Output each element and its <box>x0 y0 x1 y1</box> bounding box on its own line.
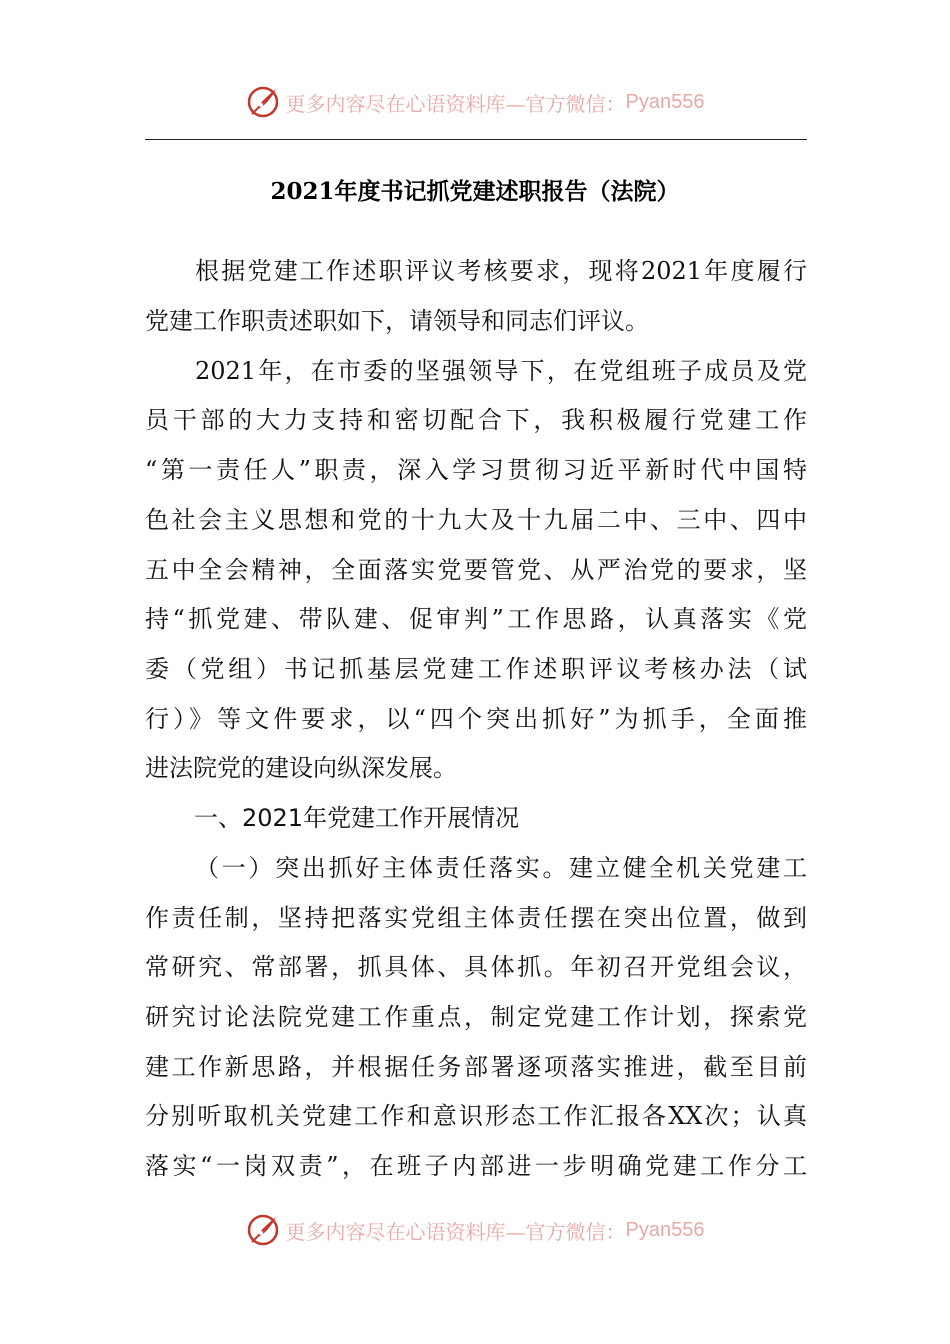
paragraph-line: （一）突出抓好主体责任落实。建立健全机关党建工 <box>195 854 807 882</box>
paragraph-line: 落实“一岗双责”，在班子内部进一步明确党建工作分工 <box>145 1152 807 1180</box>
paragraph-line: 研究讨论法院党建工作重点，制定党建工作计划，探索党 <box>145 1003 807 1031</box>
watermark-text: 更多内容尽在心语资料库—官方微信： <box>285 91 626 116</box>
watermark-text: 更多内容尽在心语资料库—官方微信： <box>285 1219 626 1244</box>
paragraph-line: 行）》等文件要求，以“四个突出抓好”为抓手，全面推 <box>145 705 807 733</box>
paragraph-line: 五中全会精神，全面落实党要管党、从严治党的要求，坚 <box>145 556 807 584</box>
footer-watermark <box>0 1210 950 1250</box>
paragraph-line: 作责任制，坚持把落实党组主体责任摆在突出位置，做到 <box>145 904 807 932</box>
paragraph-line: 2021年，在市委的坚强领导下，在党组班子成员及党 <box>195 357 807 385</box>
paragraph-line: 持“抓党建、带队建、促审判”工作思路，认真落实《党 <box>145 605 807 633</box>
paragraph-line: 建工作新思路，并根据任务部署逐项落实推进，截至目前 <box>145 1053 807 1081</box>
watermark-id: Pyan556 <box>625 90 705 113</box>
paragraph-line: 进法院党的建设向纵深发展。 <box>145 754 457 782</box>
paragraph-line: 根据党建工作述职评议考核要求，现将2021年度履行 <box>195 257 807 285</box>
paragraph-line: 委（党组）书记抓基层党建工作述职评议考核办法（试 <box>145 655 807 683</box>
watermark-id: Pyan556 <box>625 1218 705 1241</box>
quill-logo-icon <box>246 1213 280 1247</box>
paragraph-line: “第一责任人”职责，深入学习贯彻习近平新时代中国特 <box>145 456 807 484</box>
paragraph-line: 员干部的大力支持和密切配合下，我积极履行党建工作 <box>145 406 807 434</box>
paragraph-line: 常研究、常部署，抓具体、具体抓。年初召开党组会议， <box>145 953 807 981</box>
paragraph-line: 色社会主义思想和党的十九大及十九届二中、三中、四中 <box>145 506 807 534</box>
header-watermark <box>0 82 950 122</box>
section-heading: 一、2021年党建工作开展情况 <box>194 804 520 832</box>
document-title: 2021年度书记抓党建述职报告（法院） <box>270 178 680 205</box>
quill-logo-icon <box>246 85 280 119</box>
paragraph-line: 党建工作职责述职如下，请领导和同志们评议。 <box>145 307 649 335</box>
header-divider <box>145 139 807 140</box>
paragraph-line: 分别听取机关党建工作和意识形态工作汇报各XX次；认真 <box>145 1102 807 1130</box>
